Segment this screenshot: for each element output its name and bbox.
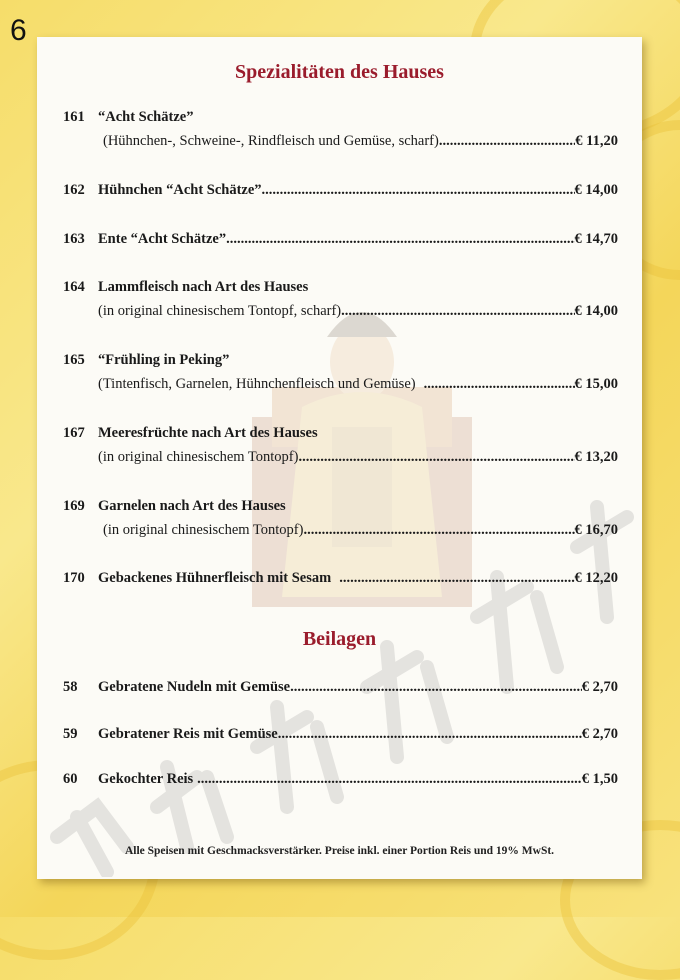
menu-item xyxy=(63,498,618,546)
menu-item xyxy=(63,182,618,206)
item-name: Lammfleisch nach Art des Hauses xyxy=(98,279,309,295)
section-title-side-dishes: Beilagen xyxy=(302,628,377,650)
menu-item xyxy=(63,726,618,750)
menu-item xyxy=(63,771,618,795)
item-name: “Acht Schätze” xyxy=(98,109,194,125)
item-name: Gebratene Nudeln mit Gemüse xyxy=(98,679,291,695)
item-number: 167 xyxy=(63,425,85,441)
item-number: 169 xyxy=(63,498,85,514)
menu-item xyxy=(63,279,618,327)
item-number: 165 xyxy=(63,352,85,368)
item-price: € 15,00 xyxy=(574,376,618,392)
leader-dots xyxy=(298,449,574,466)
item-number: 59 xyxy=(63,726,78,742)
leader-dots xyxy=(303,522,574,539)
item-price: € 14,00 xyxy=(574,303,618,319)
item-number: 163 xyxy=(63,231,85,247)
menu-item xyxy=(63,231,618,255)
item-number: 164 xyxy=(63,279,85,295)
item-price: € 11,20 xyxy=(575,133,618,149)
leader-dots xyxy=(439,133,575,150)
item-price: € 2,70 xyxy=(581,679,618,695)
item-price: € 13,20 xyxy=(574,449,618,465)
item-price: € 16,70 xyxy=(574,522,618,538)
item-description: (in original chinesischem Tontopf) xyxy=(98,449,299,465)
footer-note: Alle Speisen mit Geschmacksverstärker. Preise inkl. einer Portion Reis und 19% MwSt. xyxy=(124,845,555,857)
item-description: (Hühnchen-, Schweine-, Rindfleisch und Gemüse, scharf) xyxy=(103,133,439,149)
item-price: € 14,70 xyxy=(574,231,618,247)
item-price: € 1,50 xyxy=(581,771,618,787)
item-name: Gebratener Reis mit Gemüse xyxy=(98,726,278,742)
menu-content xyxy=(37,37,642,879)
item-price: € 14,00 xyxy=(574,182,618,198)
item-number: 161 xyxy=(63,109,85,125)
menu-item xyxy=(63,109,618,157)
item-name: Garnelen nach Art des Hauses xyxy=(98,498,286,514)
menu-item xyxy=(63,352,618,400)
item-number: 162 xyxy=(63,182,85,198)
item-name: Gekochter Reis xyxy=(98,771,194,787)
leader-dots xyxy=(278,726,582,743)
item-name: Hühnchen “Acht Schätze” xyxy=(98,182,262,198)
section-title-specialties: Spezialitäten des Hauses xyxy=(235,61,444,83)
item-description: (in original chinesischem Tontopf, scharf) xyxy=(98,303,342,319)
menu-item xyxy=(63,679,618,703)
leader-dots xyxy=(262,182,575,199)
leader-dots xyxy=(424,376,575,393)
item-number: 60 xyxy=(63,771,78,787)
leader-dots xyxy=(226,231,574,248)
leader-dots xyxy=(290,679,582,696)
item-number: 58 xyxy=(63,679,78,695)
item-name: Meeresfrüchte nach Art des Hauses xyxy=(98,425,318,441)
item-number: 170 xyxy=(63,570,85,586)
menu-page xyxy=(37,37,642,879)
leader-dots xyxy=(341,303,574,320)
menu-item xyxy=(63,570,618,594)
item-price: € 12,20 xyxy=(574,570,618,586)
item-description: (in original chinesischem Tontopf) xyxy=(103,522,304,538)
leader-dots xyxy=(197,771,582,788)
item-name: “Frühling in Peking” xyxy=(98,352,230,368)
menu-item xyxy=(63,425,618,473)
leader-dots xyxy=(339,570,574,587)
item-description: (Tintenfisch, Garnelen, Hühnchenfleisch und Gemüse) xyxy=(98,376,416,392)
item-name: Ente “Acht Schätze” xyxy=(98,231,227,247)
item-name: Gebackenes Hühnerfleisch mit Sesam xyxy=(98,570,332,586)
page-number: 6 xyxy=(10,14,27,47)
item-price: € 2,70 xyxy=(581,726,618,742)
